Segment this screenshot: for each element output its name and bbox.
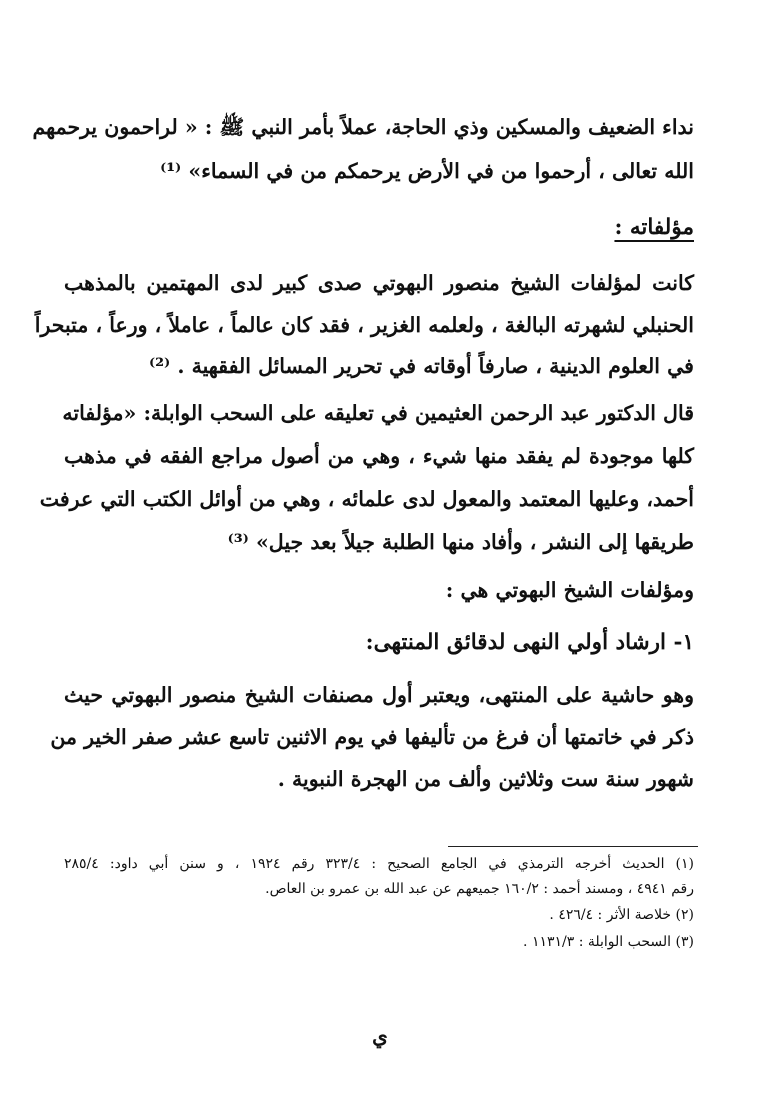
- para4-line-2: ذكر في خاتمتها أن فرغ من تأليفها في يوم الاثنين تاسع عشر صفر الخير من: [50, 725, 694, 749]
- para1-line-3: في العلوم الدينية ، صارفاً أوقاته في تحرير المسائل الفقهية . ⁽²⁾: [149, 354, 694, 378]
- para2-line-4: طريقها إلى النشر ، وأفاد منها الطلبة جيلاً بعد جيل» ⁽³⁾: [227, 530, 694, 554]
- para4-line-3: شهور سنة ست وثلاثين وألف من الهجرة النبوية .: [277, 767, 694, 791]
- para3-line: ومؤلفات الشيخ البهوتي هي :: [445, 578, 694, 602]
- para1-line-2: الحنبلي لشهرته البالغة ، ولعلمه الغزير ، فقد كان عالماً ، عاملاً ، ورعاً ، متبحراً: [34, 313, 694, 337]
- footnote-2: (٢) خلاصة الأثر : ٤٢٦/٤ .: [549, 907, 694, 923]
- para4-line-1: وهو حاشية على المنتهى، ويعتبر أول مصنفات الشيخ منصور البهوتي حيث: [64, 683, 694, 707]
- section-heading-text: مؤلفاته :: [614, 215, 694, 240]
- page-number: ي: [372, 1024, 388, 1048]
- footnote-3: (٣) السحب الوابلة : ١١٣١/٣ .: [523, 934, 694, 950]
- para2-line-2: كلها موجودة لم يفقد منها شيء ، وهي من أصول مراجع الفقه في مذهب: [64, 444, 694, 468]
- para2-line-1: قال الدكتور عبد الرحمن العثيمين في تعليقه على السحب الوابلة: «مؤلفاته: [62, 401, 694, 425]
- intro-line-2: الله تعالى ، أرحموا من في الأرض يرحمكم من في السماء» ⁽¹⁾: [160, 159, 694, 183]
- footnote-1-line-2: رقم ٤٩٤١ ، ومسند أحمد : ١٦٠/٢ جميعهم عن عبد الله بن عمرو بن العاص.: [265, 881, 694, 897]
- item1-heading: ١- ارشاد أولي النهى لدقائق المنتهى:: [365, 630, 694, 655]
- section-heading: [64, 213, 694, 243]
- intro-line-1: نداء الضعيف والمسكين وذي الحاجة، عملاً بأمر النبي ﷺ : « لراحمون يرحمهم: [32, 115, 694, 139]
- para1-line-1: كانت لمؤلفات الشيخ منصور البهوتي صدى كبير لدى المهتمين بالمذهب: [64, 271, 694, 295]
- footnote-separator: [448, 846, 698, 847]
- para2-line-3: أحمد، وعليها المعتمد والمعول لدى علمائه ، وهي من أوائل الكتب التي عرفت: [39, 487, 694, 511]
- footnote-1-line-1: (١) الحديث أخرجه الترمذي في الجامع الصحيح : ٣٢٣/٤ رقم ١٩٢٤ ، و سنن أبي داود: ٢٨٥/٤: [64, 856, 694, 872]
